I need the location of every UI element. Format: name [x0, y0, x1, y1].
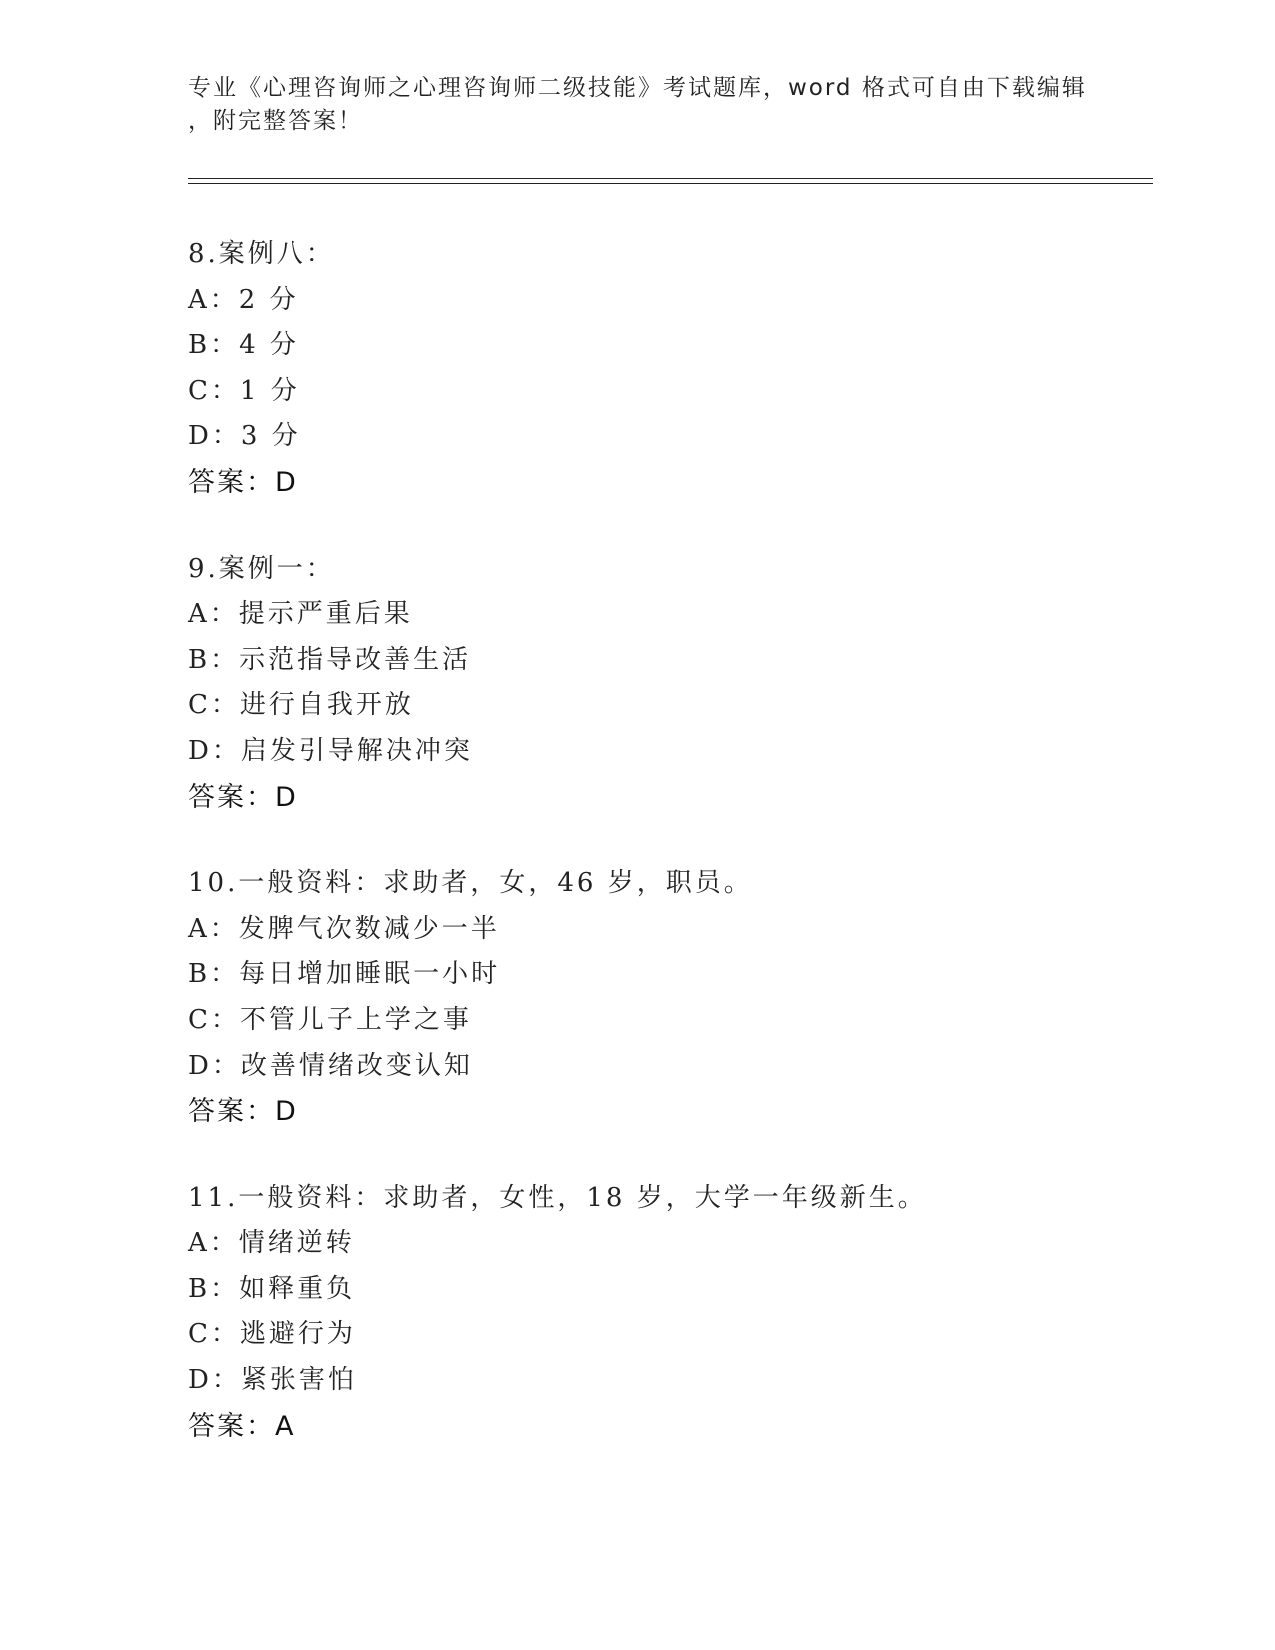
question-stem: 11.一般资料：求助者，女性，18 岁，大学一年级新生。: [188, 1182, 927, 1213]
option-letter: D：: [188, 1365, 241, 1396]
header-title-line-2: ，附完整答案！: [188, 108, 363, 134]
option-a: [188, 278, 1148, 324]
option-letter: D：: [188, 421, 241, 452]
question-list: [188, 232, 1148, 1490]
option-letter: D：: [188, 1050, 241, 1081]
option-c: [188, 683, 1148, 729]
option-letter: A：: [188, 599, 239, 630]
header-divider-bottom: [188, 183, 1153, 184]
option-text: 逃避行为: [239, 1319, 356, 1350]
option-text: 示范指导改善生活: [239, 644, 472, 675]
option-letter: A：: [188, 284, 239, 315]
option-letter: A：: [188, 913, 239, 944]
option-text: 紧张害怕: [240, 1365, 357, 1396]
document-header: [188, 72, 1088, 138]
option-d: [188, 1358, 1148, 1404]
option-text: 提示严重后果: [238, 599, 413, 630]
option-d: [188, 729, 1148, 775]
option-c: [188, 998, 1148, 1044]
question-item: [188, 1176, 1148, 1450]
option-text: 每日增加睡眠一小时: [239, 959, 501, 990]
option-letter: C：: [188, 690, 240, 721]
question-stem: 9.案例一：: [188, 553, 335, 584]
option-letter: C：: [188, 375, 240, 406]
option-text: 不管儿子上学之事: [239, 1004, 472, 1035]
option-a: [188, 907, 1148, 953]
answer-line: 答案：D: [188, 781, 298, 813]
option-letter: C：: [188, 1004, 240, 1035]
option-a: [188, 592, 1148, 638]
question-stem: 10.一般资料：求助者，女，46 岁，职员。: [188, 868, 753, 899]
option-text: 3 分: [240, 421, 301, 452]
header-divider-top: [188, 178, 1153, 179]
header-title-line-1: 专业《心理咨询师之心理咨询师二级技能》考试题库，word 格式可自由下载编辑: [188, 75, 1087, 101]
question-item: [188, 861, 1148, 1135]
option-text: 1 分: [239, 375, 300, 406]
answer-line: 答案：A: [188, 1410, 296, 1442]
option-b: [188, 638, 1148, 684]
option-b: [188, 952, 1148, 998]
option-text: 4 分: [239, 330, 299, 361]
option-c: [188, 1312, 1148, 1358]
option-d: [188, 1044, 1148, 1090]
option-b: [188, 1267, 1148, 1313]
option-text: 进行自我开放: [239, 690, 414, 721]
question-item: [188, 232, 1148, 506]
question-stem: 8.案例八：: [188, 239, 335, 269]
option-a: [188, 1221, 1148, 1267]
question-item: [188, 547, 1148, 821]
option-text: 发脾气次数减少一半: [238, 913, 500, 944]
option-letter: B：: [188, 330, 240, 361]
option-letter: B：: [188, 644, 240, 675]
option-c: [188, 369, 1148, 415]
option-b: [188, 323, 1148, 369]
option-letter: C：: [188, 1319, 240, 1350]
option-text: 启发引导解决冲突: [240, 735, 473, 766]
option-text: 如释重负: [239, 1273, 356, 1304]
answer-line: 答案：D: [188, 1096, 298, 1128]
option-letter: D：: [188, 735, 241, 766]
option-letter: A：: [188, 1228, 239, 1259]
option-text: 情绪逆转: [238, 1228, 355, 1259]
option-text: 2 分: [238, 284, 299, 315]
answer-line: 答案：D: [188, 466, 298, 498]
option-d: [188, 414, 1148, 460]
option-letter: B：: [188, 1273, 240, 1304]
option-text: 改善情绪改变认知: [240, 1050, 473, 1081]
option-letter: B：: [188, 959, 240, 990]
